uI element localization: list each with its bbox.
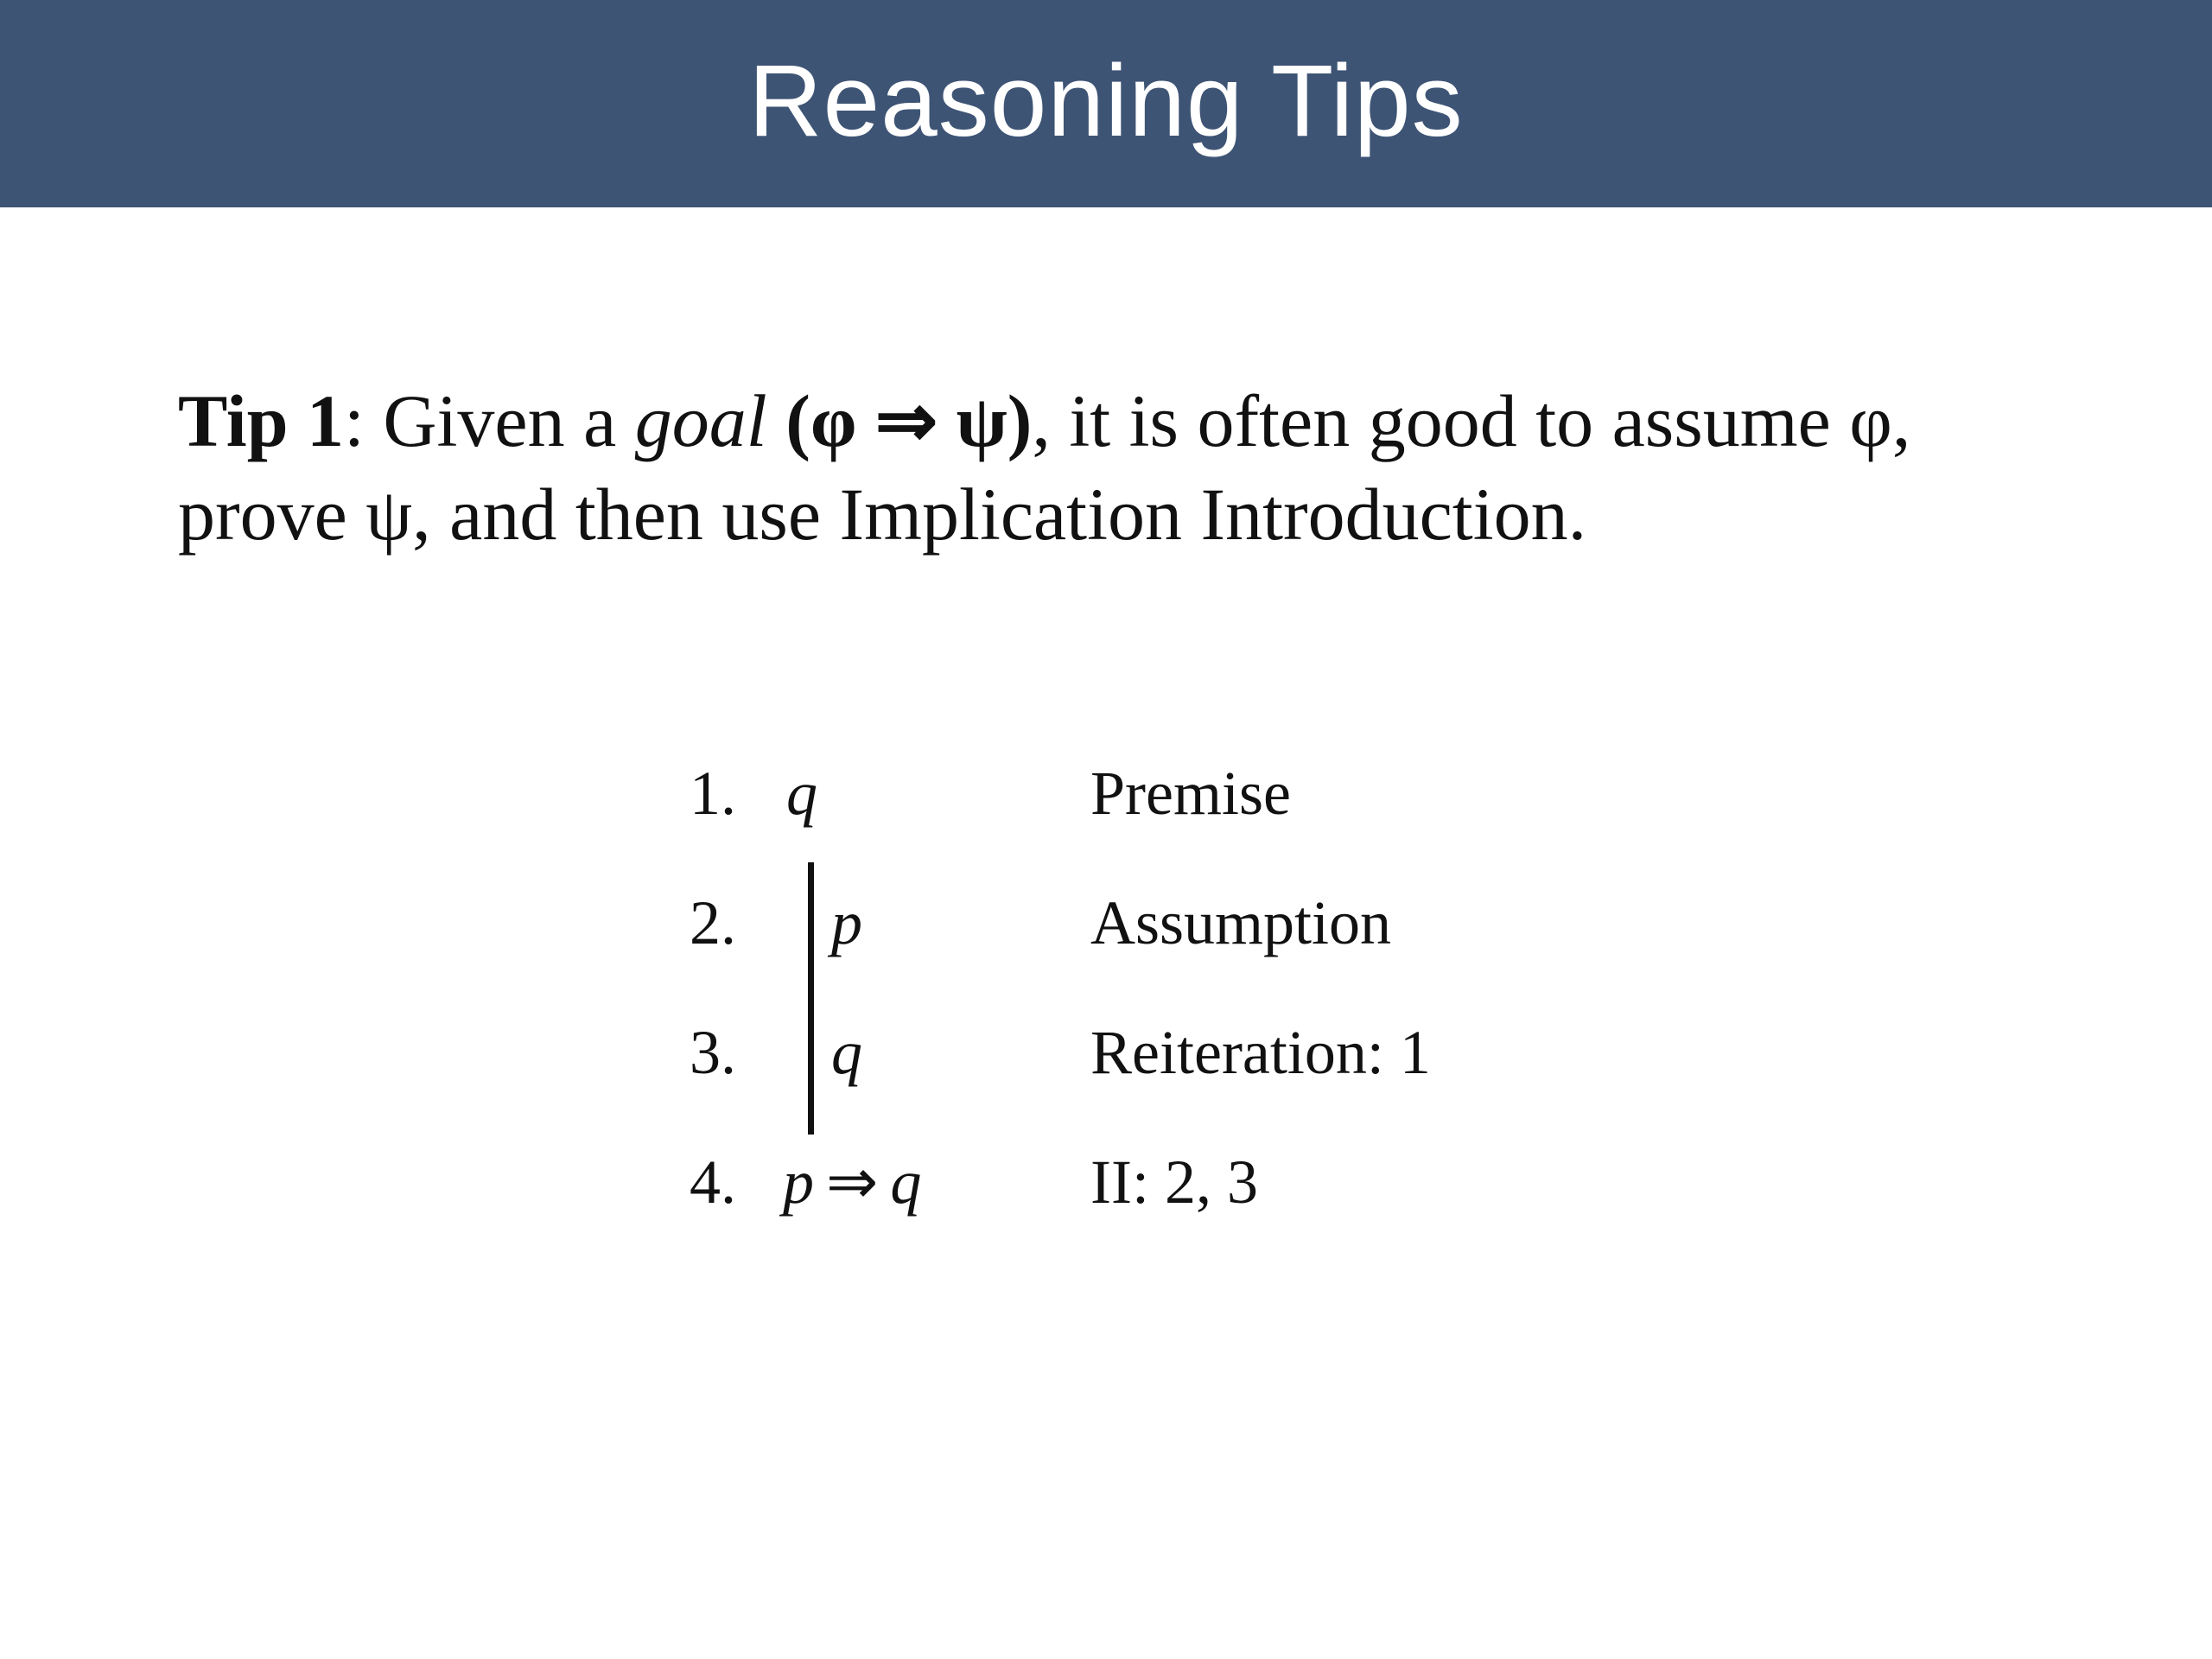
proof-justification: Assumption bbox=[1090, 888, 1392, 957]
tip-text-line2: prove ψ, and then use Implication Introduction. bbox=[178, 473, 1587, 556]
subproof-bar bbox=[808, 862, 814, 1135]
formula-antecedent: p bbox=[783, 1147, 814, 1217]
formula-consequent: q bbox=[890, 1147, 922, 1217]
tip-goal-formula: (φ ⇒ ψ) bbox=[766, 379, 1033, 462]
tip-goal-word: goal bbox=[634, 379, 767, 462]
tip-label: Tip 1 bbox=[178, 379, 345, 462]
proof-justification: Premise bbox=[1090, 759, 1291, 828]
slide-title: Reasoning Tips bbox=[748, 44, 1464, 158]
proof-justification: II: 2, 3 bbox=[1090, 1147, 1258, 1217]
proof-line-number: 3. bbox=[690, 1018, 736, 1087]
proof-line-number: 2. bbox=[690, 888, 736, 957]
proof-formula-implication bbox=[783, 1147, 921, 1217]
proof-formula: q bbox=[786, 759, 817, 828]
proof-line-number: 1. bbox=[690, 759, 736, 828]
implication-arrow: ⇒ bbox=[826, 1147, 879, 1217]
tip-text-line1-rest: , it is often good to assume φ, bbox=[1032, 379, 1911, 462]
tip-text-before-goal: : Given a bbox=[344, 379, 635, 462]
proof-justification: Reiteration: 1 bbox=[1090, 1018, 1431, 1087]
proof-line-number: 4. bbox=[690, 1147, 736, 1217]
proof-formula: p bbox=[831, 888, 862, 957]
proof-formula: q bbox=[831, 1018, 862, 1087]
